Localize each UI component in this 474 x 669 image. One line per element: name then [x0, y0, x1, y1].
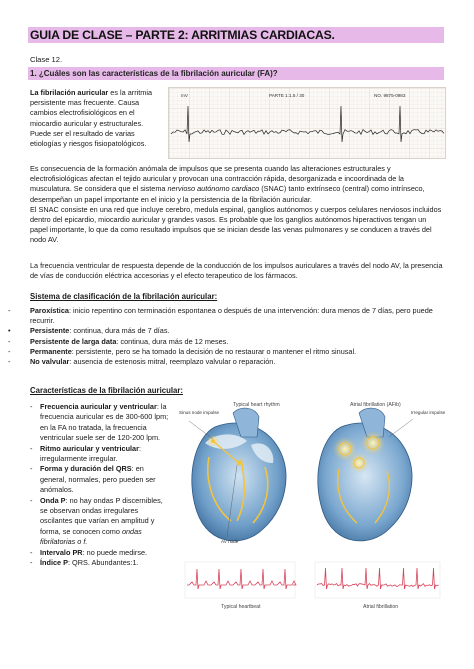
list-item: - Índice P: QRS. Abundantes:1.: [30, 558, 139, 568]
list-item: - Onda P: no hay ondas P discernibles, se observan ondas irregulares oscilantes que varían en amplitud y forma, se conocen como ondas fibrilatorias o f.: [30, 495, 163, 547]
list-term: Índice P: [40, 558, 68, 568]
list-text: : ausencia de estenosis mitral, reemplazo valvular o reparación.: [69, 357, 276, 367]
list-text: : en general, normales, pero pueden ser anómalos.: [40, 464, 156, 495]
list-text: : irregularmente irregular.: [40, 443, 141, 464]
list-italic: ondas fibrilatorias o f.: [40, 526, 142, 547]
list-text: : no hay ondas P discernibles, se observan ondas irregulares oscilantes que varían en amplitud y forma, se conocen como: [40, 495, 163, 536]
list-text: : continua, dura más de 7 días.: [69, 326, 170, 336]
list-item: - Intervalo PR: no puede medirse.: [30, 547, 148, 557]
list-term: Persistente de larga data: [30, 336, 117, 346]
p1-text-a: Es consecuencia de la formación anómala de impulsos que se presenta cuando las alteraciones estructurales y electrofisiológicas afectan el tejido auricular y provocan una contracción rápida, desorganizada e incoordinada de la musculatura. Se considera que el sistema: [30, 164, 404, 194]
list-item: [8, 347, 448, 357]
list-text: : la frecuencia auricular es de 300-600 lpm; en la FA no tratada, la frecuencia ventricular suele ser de 120-200 lpm.: [40, 402, 169, 443]
list-item: - Forma y duración del QRS: en general, normales, pero pueden ser anómalos.: [30, 464, 156, 495]
label-irregular-impulse: Irregular impulse: [411, 410, 446, 415]
list-bullet: -: [8, 306, 11, 315]
list-term: Paroxística: [30, 306, 69, 315]
list-bullet: •: [8, 326, 11, 336]
diagram-title-right: Atrial fibrillation (AFib): [350, 402, 401, 408]
characteristics-list: [30, 402, 170, 569]
list-term: Intervalo PR: [40, 547, 83, 557]
body-paragraph-1: [30, 164, 446, 246]
ecg-label-mv: mV: [181, 93, 188, 98]
list-item: [8, 326, 448, 336]
list-item: [8, 306, 448, 326]
list-term: No valvular: [30, 357, 70, 367]
list-text: : continua, dura más de 12 meses.: [116, 336, 229, 346]
intro-rest: es la arritmia persistente mas frecuente. Causa cambios electrofisiológicos en el miocardio auricular y estructurales. Puede ser el resultado de varias etiologías y riesgos fisiopatológicos.: [30, 88, 153, 149]
list-text: : inicio repentino con terminación espontanea o después de una intervención: dura menos de 7 días, pero puede recurrir.: [30, 306, 433, 326]
list-item: [8, 357, 448, 367]
classification-list: [8, 306, 448, 367]
ecg-label-number: NO. 9875-0983: [374, 93, 406, 98]
label-av-node: AV node: [221, 539, 239, 544]
diagram-title-left: Typical heart rhythm: [233, 402, 280, 408]
list-term: Frecuencia auricular y ventricular: [40, 402, 157, 411]
list-bullet: -: [8, 357, 11, 367]
p1-text-b: (SNAC) tanto extrínseco (central) como intrínseco, desempeñan un papel importante en el inicio y la persistencia de la fibrilación auricular.: [30, 184, 425, 204]
class-number: Clase 12.: [30, 55, 63, 64]
page-title: GUIA DE CLASE – PARTE 2: ARRITMIAS CARDIACAS.: [30, 28, 335, 42]
list-bullet: -: [8, 336, 11, 346]
characteristics-heading: Características de la fibrilación auricular:: [30, 386, 183, 395]
list-term: Forma y duración del QRS: [40, 464, 132, 474]
list-text: : no puede medirse.: [82, 547, 148, 557]
caption-atrial-fibrillation: Atrial fibrillation: [363, 604, 399, 610]
intro-paragraph: [30, 88, 164, 149]
list-term: Ritmo auricular y ventricular: [40, 443, 139, 453]
caption-typical-heartbeat: Typical heartbeat: [221, 604, 261, 610]
list-term: Onda P: [40, 495, 66, 505]
normal-heart-illustration: [192, 408, 286, 541]
afib-heart-illustration: [318, 408, 412, 541]
list-bullet: -: [8, 346, 11, 356]
classification-heading: Sistema de clasificación de la fibrilación auricular:: [30, 292, 218, 301]
p1-text-c: El SNAC consiste en una red que incluye cerebro, medula espinal, ganglios autónomos y cuerpos celulares nerviosos incluidos dentro del epicardio, miocardio auricular y grandes vasos. Es probable que los ganglios autónomos hiperactivos tengan un papel importante, lo que da como resultado impulsos que se inician desde las venas pulmonares y se conducen a través del nodo AV.: [30, 204, 442, 245]
ecg-strip-image: [168, 87, 446, 159]
label-sinus-node: Sinus node impulse: [179, 410, 220, 415]
heart-comparison-diagram: [175, 397, 447, 619]
question-heading: 1. ¿Cuáles son las características de la fibrilación auricular (FA)?: [30, 69, 278, 78]
body-paragraph-2: La frecuencia ventricular de respuesta depende de la conducción de los impulsos auriculares a través del nodo AV, la presencia de vías de conducción eléctrica accesorias y el efecto terapeutico de los fármacos.: [30, 261, 443, 281]
list-text: : persistente, pero se ha tomado la decisión de no restaurar o mantener el ritmo sinusal.: [71, 346, 357, 356]
intro-lead: La fibrilación auricular: [30, 88, 109, 97]
list-text: : QRS. Abundantes:1.: [67, 558, 139, 568]
list-item: - Frecuencia auricular y ventricular: la frecuencia auricular es de 300-600 lpm; en la FA no tratada, la frecuencia ventricular suele ser de 120-200 lpm.: [30, 402, 169, 443]
list-term: Persistente: [30, 326, 70, 336]
p1-italic-term: nervioso autónomo cardiaco: [167, 184, 260, 194]
list-item: [8, 337, 448, 347]
list-item: - Ritmo auricular y ventricular: irregularmente irregular.: [30, 443, 141, 464]
afib-ecg-strip: [315, 562, 440, 598]
ecg-label-part: PARTE 1:1.5 / 30: [269, 93, 305, 98]
list-term: Permanente: [30, 346, 72, 356]
